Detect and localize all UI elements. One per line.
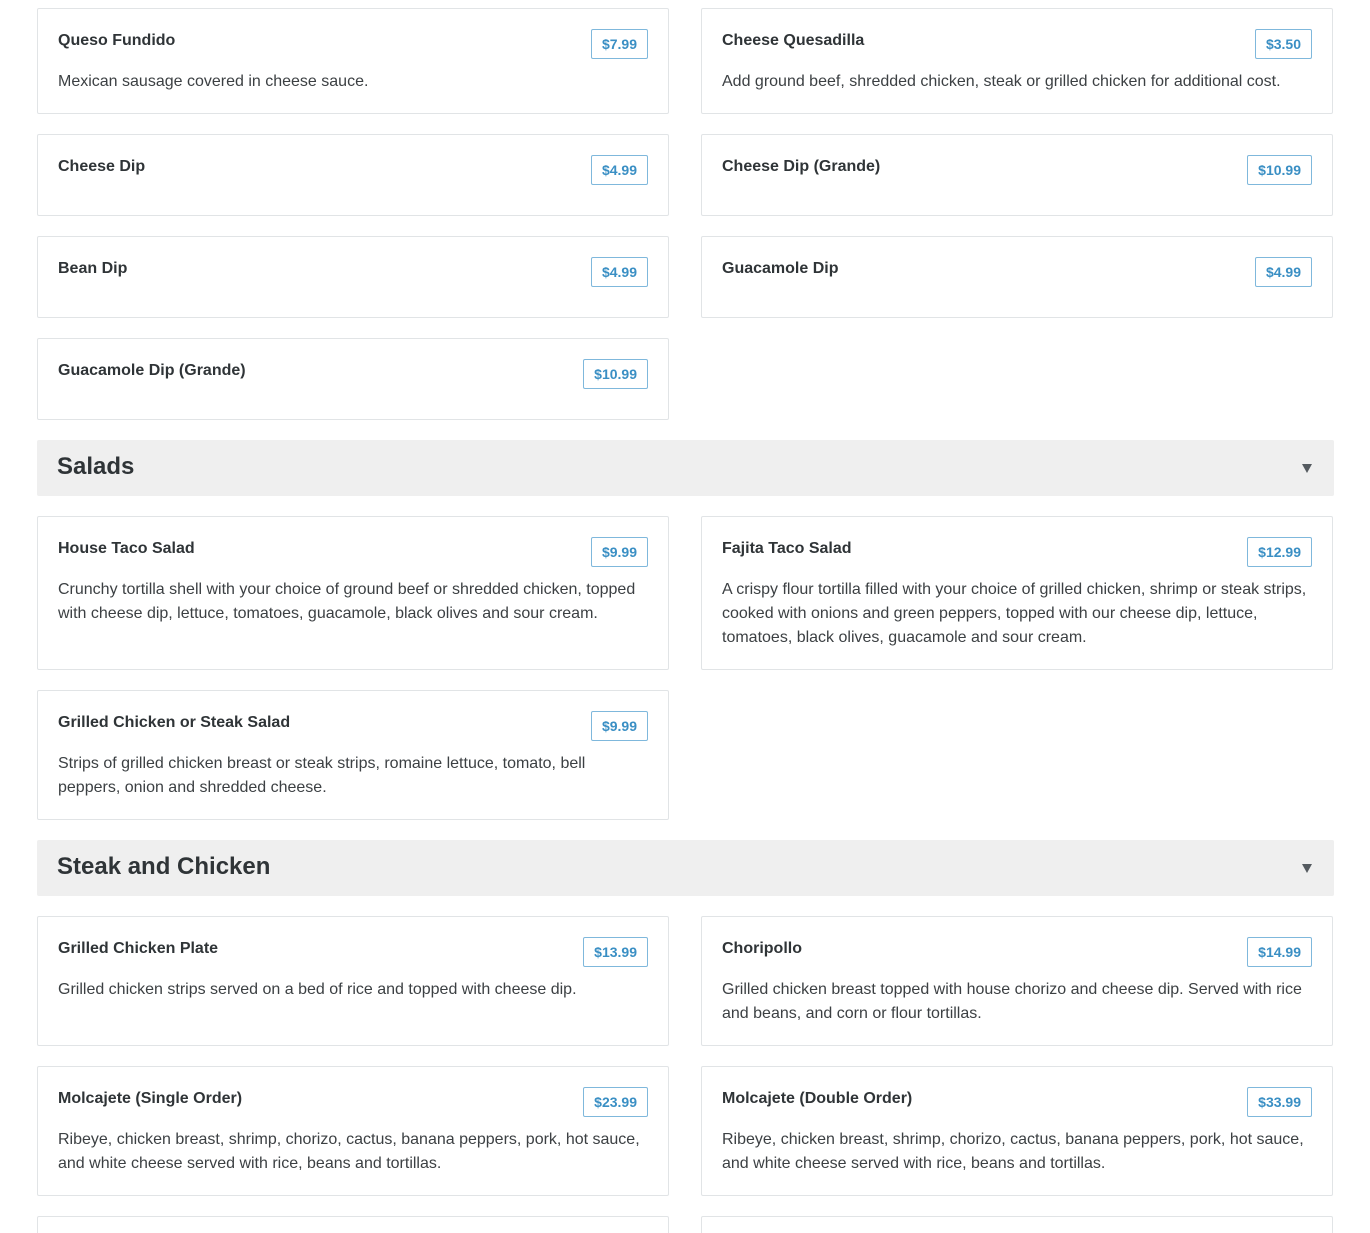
item-price-button[interactable]: $7.99 — [591, 29, 648, 59]
item-name: Guacamole Dip (Grande) — [58, 362, 246, 379]
item-name: House Taco Salad — [58, 540, 195, 557]
item-description: Grilled chicken strips served on a bed of rice and topped with cheese dip. — [58, 981, 577, 998]
item-price-button[interactable]: $14.99 — [1247, 937, 1312, 967]
item-price-button[interactable]: $13.99 — [583, 937, 648, 967]
item-price-button[interactable]: $10.99 — [583, 359, 648, 389]
chevron-down-icon — [1302, 464, 1312, 473]
item-name: Choripollo — [722, 940, 802, 957]
item-price-button[interactable]: $4.99 — [591, 257, 648, 287]
menu-item — [37, 690, 669, 820]
item-description: Mexican sausage covered in cheese sauce. — [58, 73, 369, 90]
menu-item — [37, 516, 669, 670]
item-description: Crunchy tortilla shell with your choice of ground beef or shredded chicken, topped with cheese dip, lettuce, tomatoes, guacamole, black olives and sour cream. — [58, 581, 636, 622]
item-description: Grilled chicken breast topped with house chorizo and cheese dip. Served with rice and beans, and corn or flour tortillas. — [722, 981, 1302, 1022]
item-description: Strips of grilled chicken breast or steak strips, romaine lettuce, tomato, bell peppers, onion and shredded cheese. — [58, 755, 586, 796]
item-name: Cheese Quesadilla — [722, 32, 865, 49]
item-price-button[interactable]: $23.99 — [583, 1087, 648, 1117]
item-name: Cheese Dip — [58, 158, 146, 175]
item-name: Cheese Dip (Grande) — [722, 158, 881, 175]
item-name: Grilled Chicken or Steak Salad — [58, 714, 291, 731]
item-name: Queso Fundido — [58, 32, 176, 49]
item-description: Ribeye, chicken breast, shrimp, chorizo, cactus, banana peppers, pork, hot sauce, and white cheese served with rice, beans and tortillas. — [58, 1131, 640, 1172]
section-title: Steak and Chicken — [57, 853, 271, 880]
menu-item — [37, 1216, 669, 1233]
menu-item — [701, 516, 1333, 670]
item-price-button[interactable]: $3.50 — [1255, 29, 1312, 59]
item-price-button[interactable]: $10.99 — [1247, 155, 1312, 185]
menu-item — [37, 134, 669, 216]
menu-item — [37, 1066, 669, 1196]
section-header-salads[interactable] — [37, 440, 1334, 496]
item-price-button[interactable]: $12.99 — [1247, 537, 1312, 567]
menu-item — [701, 134, 1333, 216]
menu-item — [701, 1066, 1333, 1196]
item-price-button[interactable]: $4.99 — [591, 155, 648, 185]
menu-item — [37, 236, 669, 318]
menu-item — [701, 916, 1333, 1046]
item-name: Guacamole Dip — [722, 260, 839, 277]
item-name: Molcajete (Double Order) — [722, 1090, 913, 1107]
item-name: Fajita Taco Salad — [722, 540, 852, 557]
item-description: Add ground beef, shredded chicken, steak or grilled chicken for additional cost. — [722, 73, 1281, 90]
item-description: Ribeye, chicken breast, shrimp, chorizo, cactus, banana peppers, pork, hot sauce, and white cheese served with rice, beans and tortillas. — [722, 1131, 1304, 1172]
menu-item — [701, 236, 1333, 318]
item-price-button[interactable]: $4.99 — [1255, 257, 1312, 287]
menu-item — [37, 338, 669, 420]
chevron-down-icon — [1302, 864, 1312, 873]
section-title: Salads — [57, 453, 135, 480]
section-header-steak-and-chicken[interactable] — [37, 840, 1334, 896]
item-price-button[interactable]: $33.99 — [1247, 1087, 1312, 1117]
menu-item — [701, 1216, 1333, 1233]
item-price-button[interactable]: $9.99 — [591, 711, 648, 741]
menu-item — [37, 916, 669, 1046]
item-description: A crispy flour tortilla filled with your choice of grilled chicken, shrimp or steak strips, cooked with onions and green peppers, topped with our cheese dip, lettuce, tomatoes, black olives, guacamole and sour cream. — [722, 581, 1307, 646]
item-name: Bean Dip — [58, 260, 128, 277]
menu-item — [701, 8, 1333, 114]
item-price-button[interactable]: $9.99 — [591, 537, 648, 567]
item-name: Grilled Chicken Plate — [58, 940, 219, 957]
item-name: Molcajete (Single Order) — [58, 1090, 243, 1107]
menu-item — [37, 8, 669, 114]
